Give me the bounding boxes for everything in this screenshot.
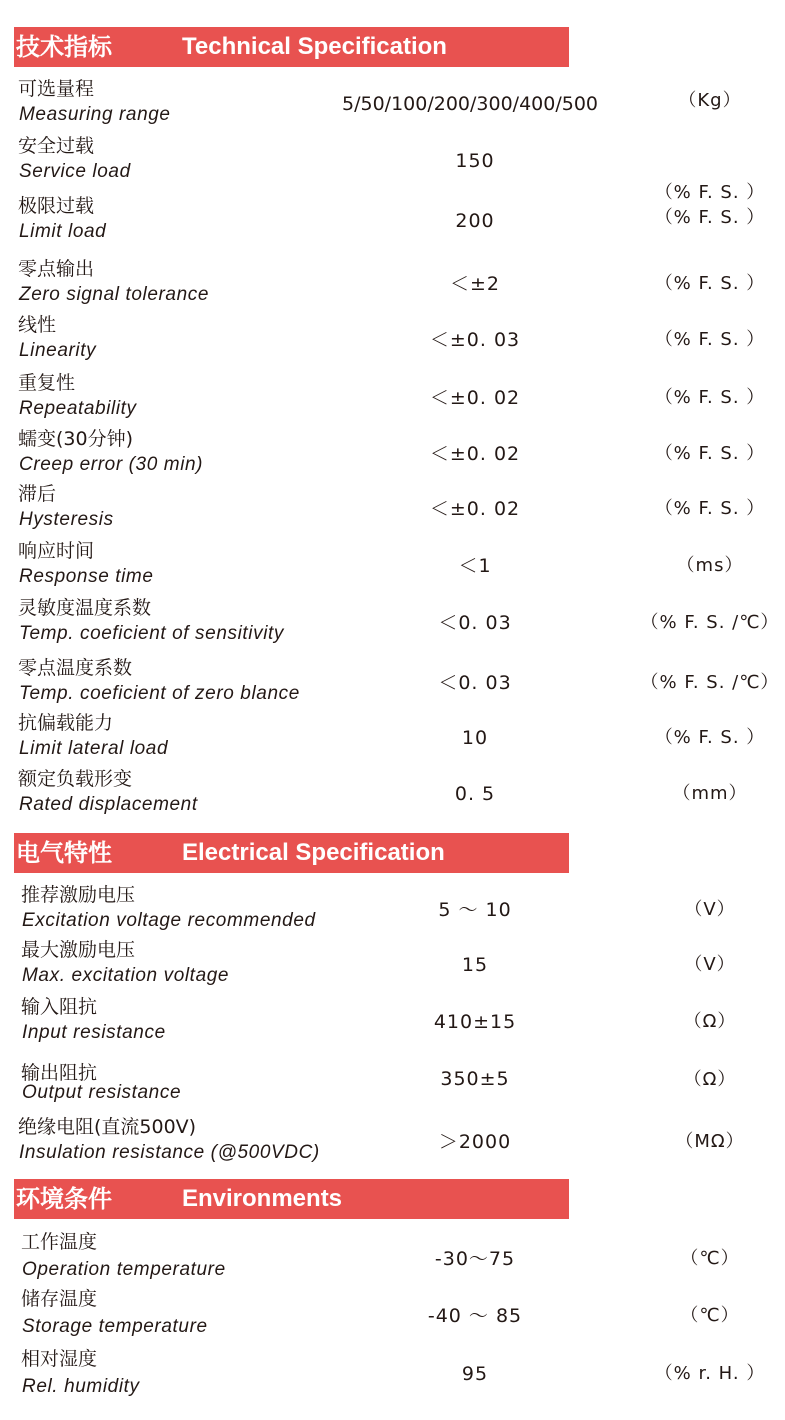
- spec-value: 350±5: [440, 1068, 510, 1090]
- spec-label-cn: 零点输出: [18, 258, 95, 280]
- spec-label-cn: 滞后: [18, 483, 57, 505]
- spec-unit: （% F. S. ）: [654, 498, 766, 519]
- spec-row-linearity: [0, 312, 785, 368]
- spec-value: 95: [461, 1363, 489, 1385]
- spec-value: ＜±0. 02: [429, 387, 521, 409]
- spec-value: ＞2000: [438, 1131, 512, 1153]
- spec-label-en: Limit lateral load: [19, 738, 169, 759]
- spec-row-storage-temperature: [0, 1286, 785, 1342]
- spec-unit: （% F. S. /℃）: [640, 672, 780, 693]
- spec-unit: （% F. S. ）: [654, 727, 766, 748]
- spec-label-en: Limit load: [19, 221, 107, 242]
- spec-unit: （MΩ）: [675, 1131, 745, 1152]
- spec-row-output-resistance: [0, 1060, 785, 1116]
- spec-row-rated-displacement: [0, 766, 785, 822]
- spec-value: ＜±0. 02: [429, 498, 521, 520]
- spec-label-cn: 重复性: [18, 372, 76, 394]
- spec-value: ＜0. 03: [438, 612, 512, 634]
- spec-value: ＜0. 03: [438, 672, 512, 694]
- spec-value: ＜±2: [449, 273, 500, 295]
- spec-label-en: Input resistance: [22, 1022, 166, 1043]
- spec-row-limit-load: [0, 182, 785, 249]
- spec-label-cn: 储存温度: [21, 1288, 98, 1310]
- spec-value: ＜±0. 02: [429, 443, 521, 465]
- spec-row-operation-temperature: [0, 1229, 785, 1285]
- spec-value: 15: [461, 954, 489, 976]
- spec-label-cn: 极限过载: [18, 195, 95, 217]
- spec-label-cn: 安全过载: [18, 135, 95, 157]
- spec-unit: （% F. S. ）: [654, 273, 766, 294]
- spec-label-en: Creep error (30 min): [19, 454, 204, 475]
- spec-label-cn: 最大激励电压: [21, 939, 136, 961]
- spec-row-hysteresis: [0, 481, 785, 537]
- spec-row-insulation-resistance: [0, 1114, 785, 1170]
- spec-label-cn: 额定负载形变: [18, 768, 133, 790]
- section-title-en: Electrical Specification: [182, 839, 445, 866]
- spec-unit: （℃）: [680, 1248, 740, 1269]
- spec-value: 410±15: [433, 1011, 517, 1033]
- spec-label-en: Rel. humidity: [22, 1376, 140, 1397]
- spec-label-en: Temp. coeficient of zero blance: [19, 683, 300, 704]
- spec-unit: （% F. S. ）: [654, 182, 766, 203]
- section-title-cn: 技术指标: [16, 33, 112, 61]
- spec-unit: （% F. S. ）: [654, 443, 766, 464]
- spec-row-max-excitation: [0, 937, 785, 993]
- section-title-en: Technical Specification: [182, 33, 447, 60]
- spec-value: -40 ～ 85: [427, 1305, 523, 1327]
- spec-row-excitation-voltage: [0, 882, 785, 938]
- spec-label-en: Excitation voltage recommended: [22, 910, 316, 931]
- spec-row-temp-coef-zero: [0, 655, 785, 711]
- spec-unit: （Kg）: [678, 90, 742, 111]
- spec-label-cn: 线性: [18, 314, 57, 336]
- spec-value: 200: [455, 210, 495, 232]
- spec-label-cn: 零点温度系数: [18, 657, 133, 679]
- spec-label-cn: 灵敏度温度系数: [18, 597, 152, 619]
- spec-row-limit-lateral-load: [0, 710, 785, 766]
- spec-label-en: Zero signal tolerance: [19, 284, 210, 305]
- spec-label-en: Temp. coeficient of sensitivity: [19, 623, 285, 644]
- spec-value: 5/50/100/200/300/400/500: [342, 93, 598, 115]
- spec-row-relative-humidity: [0, 1346, 785, 1402]
- spec-label-en: Max. excitation voltage: [22, 965, 230, 986]
- spec-unit: （ms）: [676, 555, 744, 576]
- section-title-en: Environments: [182, 1185, 343, 1212]
- spec-label-cn: 响应时间: [18, 540, 95, 562]
- spec-label-en: Measuring range: [19, 104, 171, 125]
- spec-unit: （% F. S. /℃）: [640, 612, 780, 633]
- spec-unit: （% F. S. ）: [654, 387, 766, 408]
- spec-value: ＜1: [458, 555, 492, 577]
- spec-unit: （℃）: [680, 1305, 740, 1326]
- spec-unit: （% r. H. ）: [654, 1363, 766, 1384]
- spec-label-cn: 工作温度: [21, 1231, 98, 1253]
- spec-row-response-time: [0, 538, 785, 594]
- spec-unit: （Ω）: [683, 1069, 737, 1090]
- spec-label-cn: 相对湿度: [21, 1348, 98, 1370]
- spec-label-cn: 绝缘电阻(直流500V): [18, 1116, 197, 1138]
- spec-label-en: Repeatability: [19, 398, 137, 419]
- spec-label-en: Storage temperature: [22, 1316, 208, 1337]
- spec-value: 150: [455, 150, 495, 172]
- spec-label-en: Response time: [19, 566, 154, 587]
- spec-value: -30～75: [434, 1248, 516, 1270]
- spec-row-measuring-range: [0, 76, 785, 132]
- spec-label-cn: 输入阻抗: [21, 996, 98, 1018]
- spec-label-en: Insulation resistance (@500VDC): [19, 1142, 320, 1163]
- spec-row-repeatability: [0, 370, 785, 426]
- electrical-spec-header: [14, 833, 569, 873]
- spec-label-cn: 抗偏载能力: [18, 712, 114, 734]
- spec-row-temp-coef-sensitivity: [0, 595, 785, 651]
- spec-label-en: Linearity: [19, 340, 97, 361]
- spec-label-en: Operation temperature: [22, 1259, 226, 1280]
- environments-header: [14, 1179, 569, 1219]
- spec-label-cn: 可选量程: [18, 78, 95, 100]
- section-title-cn: 电气特性: [16, 839, 112, 867]
- spec-unit: （V）: [684, 954, 736, 975]
- spec-row-zero-signal: [0, 256, 785, 312]
- spec-value: ＜±0. 03: [429, 329, 521, 351]
- technical-spec-header: [14, 27, 569, 67]
- spec-label-en: Hysteresis: [19, 509, 114, 530]
- spec-label-cn: 推荐激励电压: [21, 884, 136, 906]
- spec-row-creep-error: [0, 426, 785, 482]
- section-title-cn: 环境条件: [16, 1185, 112, 1213]
- spec-value: 10: [461, 727, 489, 749]
- spec-label-en: Service load: [19, 161, 131, 182]
- spec-value: 5 ～ 10: [438, 899, 512, 921]
- spec-label-en: Output resistance: [22, 1082, 182, 1103]
- spec-label-en: Rated displacement: [19, 794, 198, 815]
- spec-unit: （Ω）: [683, 1011, 737, 1032]
- spec-unit: （% F. S. ）: [654, 329, 766, 350]
- spec-value: 0. 5: [454, 783, 496, 805]
- spec-unit-secondary: （% F. S. ）: [654, 207, 766, 228]
- spec-row-input-resistance: [0, 994, 785, 1050]
- spec-unit: （mm）: [672, 783, 748, 804]
- spec-label-cn: 输出阻抗: [21, 1062, 98, 1084]
- spec-label-cn: 蠕变(30分钟): [18, 428, 134, 450]
- spec-unit: （V）: [684, 899, 736, 920]
